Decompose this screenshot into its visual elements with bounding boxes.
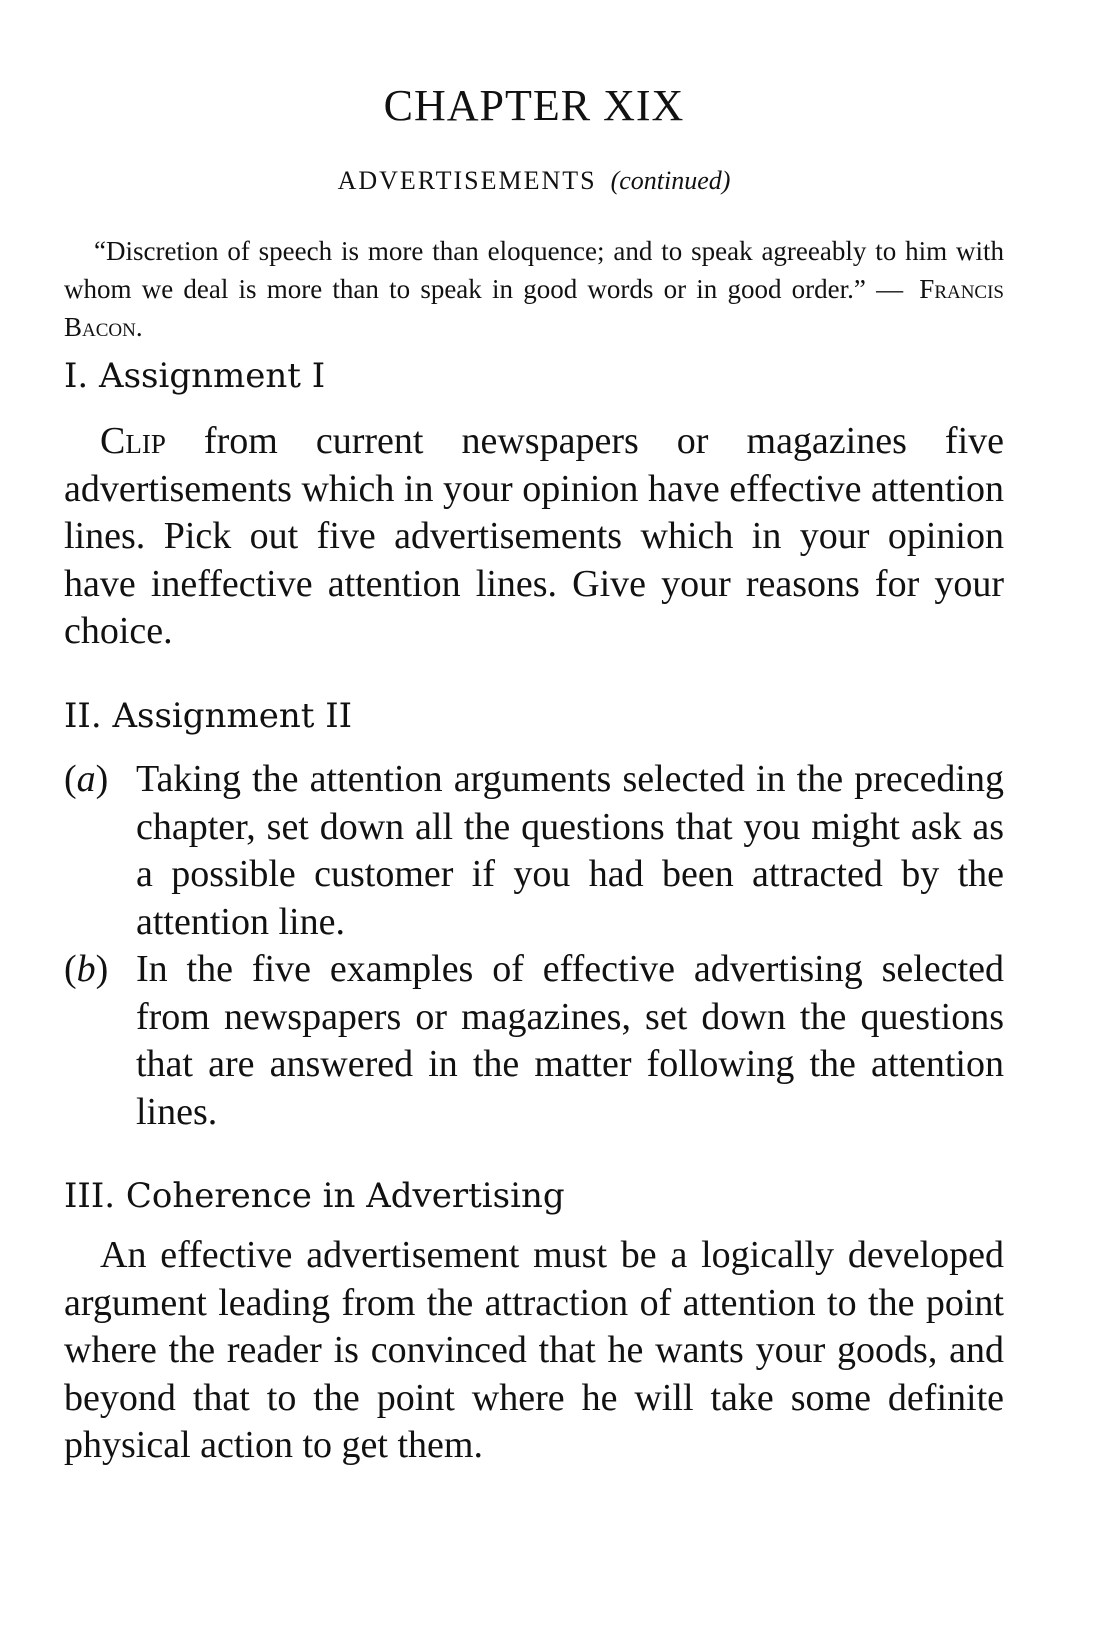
epigraph <box>64 232 1004 346</box>
list-marker: (a) <box>64 758 109 800</box>
list-marker: (b) <box>64 948 109 990</box>
section-heading-assignment-2: II. Assignment II <box>64 696 353 736</box>
paragraph-text: from current newspapers or magazines five advertisements which in your opinion have effective attention lines. Pick out five advertisements which in your opinion have ineffective attention lines. Give your reasons for your choice. <box>64 420 1005 652</box>
list-item-text: In the five examples of effective advertising selected from newspapers or magazines, set down the questions that are answered in the matter following the attention lines. <box>136 948 1004 1133</box>
paragraph-text: An effective advertisement must be a logically developed argument leading from the attraction of attention to the point where the reader is convinced that he wants your goods, and beyond that to the point where he will take some definite physical action to get them. <box>64 1234 1004 1466</box>
chapter-subtitle <box>64 166 1004 196</box>
epigraph-text: “Discretion of speech is more than eloquence; and to speak agreeably to him with whom we deal is more than to speak in good words or in good order.” — <box>64 236 1004 304</box>
list-item-a <box>64 756 1004 946</box>
section-heading-coherence: III. Coherence in Advertising <box>64 1176 565 1216</box>
section-heading-assignment-1: I. Assignment I <box>64 356 326 396</box>
section-paragraph-assignment-1 <box>64 418 1004 656</box>
lead-word: Clip <box>100 420 166 462</box>
list-item-text: Taking the attention arguments selected in the preceding chapter, set down all the questions that you might ask as a possible customer if you had been attracted by the attention line. <box>136 758 1004 943</box>
subtitle-note: (continued) <box>610 166 731 195</box>
subtitle-text: ADVERTISEMENTS <box>337 166 597 195</box>
section-paragraph-coherence <box>64 1232 1004 1470</box>
chapter-title: CHAPTER XIX <box>383 81 685 130</box>
list-item-b <box>64 946 1004 1136</box>
epigraph-author: Francis Bacon. <box>64 274 1004 342</box>
